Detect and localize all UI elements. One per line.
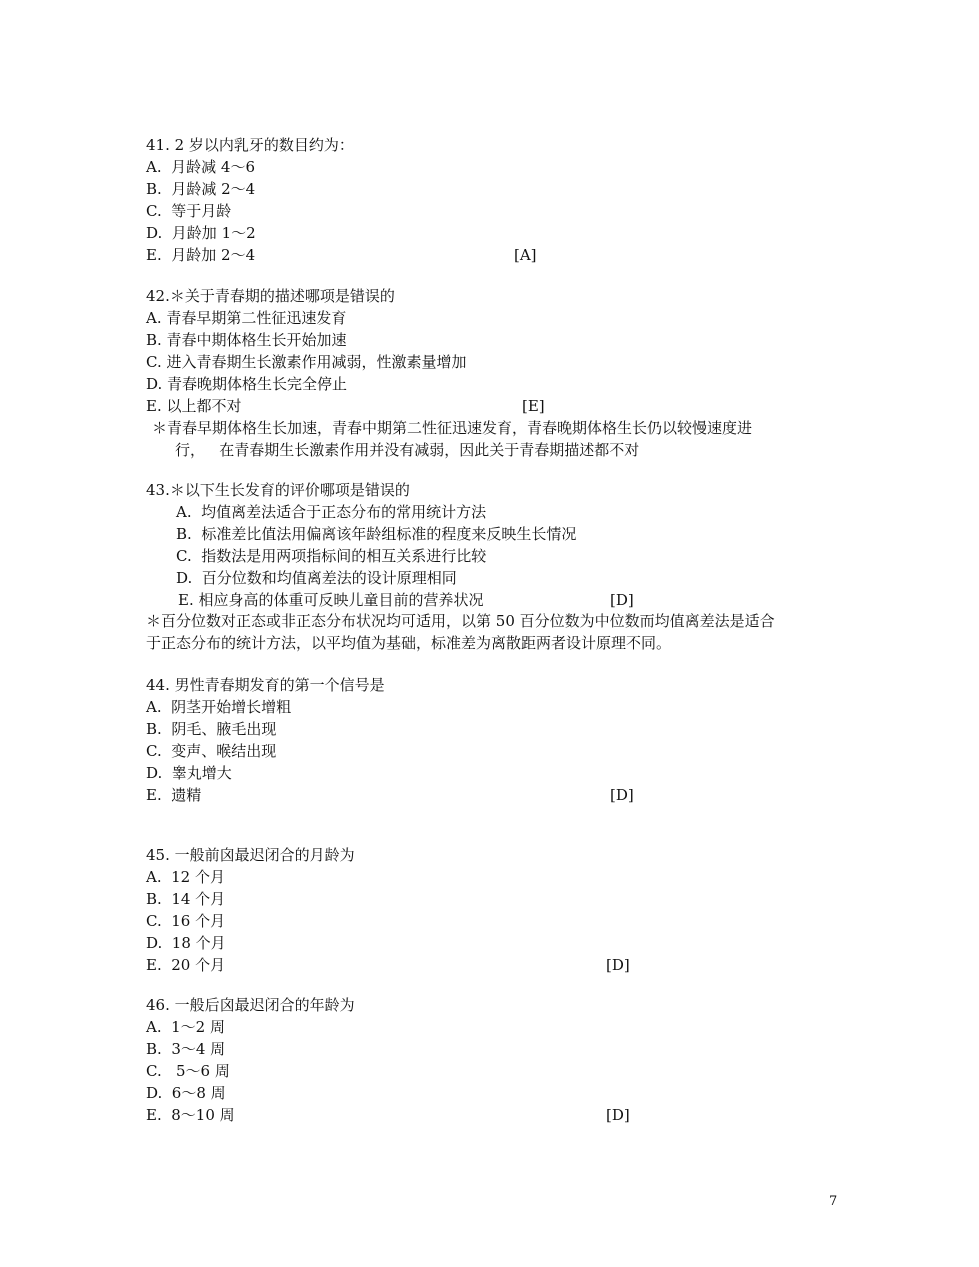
question-42-option-a: A. 青春早期第二性征迅速发育 (146, 309, 347, 327)
question-44-option-c: C. 变声、喉结出现 (146, 742, 277, 760)
question-45-option-b: B. 14 个月 (146, 890, 226, 908)
question-42-note-line-2: 行， 在青春期生长激素作用并没有减弱，因此关于青春期描述都不对 (175, 441, 640, 459)
question-42-option-c: C. 进入青春期生长激素作用减弱，性激素量增加 (146, 353, 467, 371)
question-43-note-line-1: ＊百分位数对正态或非正态分布状况均可适用，以第 50 百分位数为中位数而均值离差法是适合 (146, 612, 775, 630)
question-44-option-e: E. 遗精 (146, 786, 202, 804)
question-42-option-d: D. 青春晚期体格生长完全停止 (146, 375, 348, 393)
question-43-answer: [D] (610, 591, 634, 609)
question-46-option-a: A. 1～2 周 (146, 1018, 225, 1036)
question-43-option-d: D. 百分位数和均值离差法的设计原理相同 (176, 569, 457, 587)
question-43-option-c: C. 指数法是用两项指标间的相互关系进行比较 (176, 547, 487, 565)
question-45-option-e: E. 20 个月 (146, 956, 226, 974)
question-41-option-d: D. 月龄加 1～2 (146, 224, 256, 242)
question-46-answer: [D] (606, 1106, 630, 1124)
question-45-option-d: D. 18 个月 (146, 934, 226, 952)
question-43-stem: 43.＊以下生长发育的评价哪项是错误的 (146, 481, 410, 499)
question-44-answer: [D] (610, 786, 634, 804)
question-45-option-c: C. 16 个月 (146, 912, 226, 930)
question-42-answer: [E] (522, 397, 545, 415)
question-46-option-b: B. 3～4 周 (146, 1040, 226, 1058)
question-42-stem: 42.＊关于青春期的描述哪项是错误的 (146, 287, 395, 305)
question-44-option-b: B. 阴毛、腋毛出现 (146, 720, 277, 738)
question-42-note-line-1: ＊青春早期体格生长加速，青春中期第二性征迅速发育，青春晚期体格生长仍以较慢速度进 (152, 419, 753, 437)
question-46-option-c: C. 5～6 周 (146, 1062, 230, 1080)
question-43-option-a: A. 均值离差法适合于正态分布的常用统计方法 (176, 503, 487, 521)
question-45-stem: 45. 一般前囟最迟闭合的月龄为 (146, 846, 355, 864)
page-number: 7 (829, 1194, 838, 1209)
question-46-option-d: D. 6～8 周 (146, 1084, 226, 1102)
question-41-answer: [A] (514, 246, 537, 264)
question-46-stem: 46. 一般后囟最迟闭合的年龄为 (146, 996, 355, 1014)
question-45-option-a: A. 12 个月 (146, 868, 225, 886)
question-44-option-d: D. 睾丸增大 (146, 764, 232, 782)
question-41-stem: 41. 2 岁以内乳牙的数目约为： (146, 136, 354, 154)
question-44-option-a: A. 阴茎开始增长增粗 (146, 698, 292, 716)
question-44-stem: 44. 男性青春期发育的第一个信号是 (146, 676, 385, 694)
question-42-option-e: E. 以上都不对 (146, 397, 242, 415)
question-41-option-e: E. 月龄加 2～4 (146, 246, 256, 264)
question-43-option-e: E. 相应身高的体重可反映儿童目前的营养状况 (178, 591, 484, 609)
question-46-option-e: E. 8～10 周 (146, 1106, 235, 1124)
question-41-option-a: A. 月龄减 4～6 (146, 158, 255, 176)
question-42-option-b: B. 青春中期体格生长开始加速 (146, 331, 347, 349)
question-43-note-line-2: 于正态分布的统计方法，以平均值为基础，标准差为离散距两者设计原理不同。 (146, 634, 672, 652)
question-45-answer: [D] (606, 956, 630, 974)
question-43-option-b: B. 标准差比值法用偏离该年龄组标准的程度来反映生长情况 (176, 525, 577, 543)
question-41-option-c: C. 等于月龄 (146, 202, 232, 220)
question-41-option-b: B. 月龄减 2～4 (146, 180, 256, 198)
